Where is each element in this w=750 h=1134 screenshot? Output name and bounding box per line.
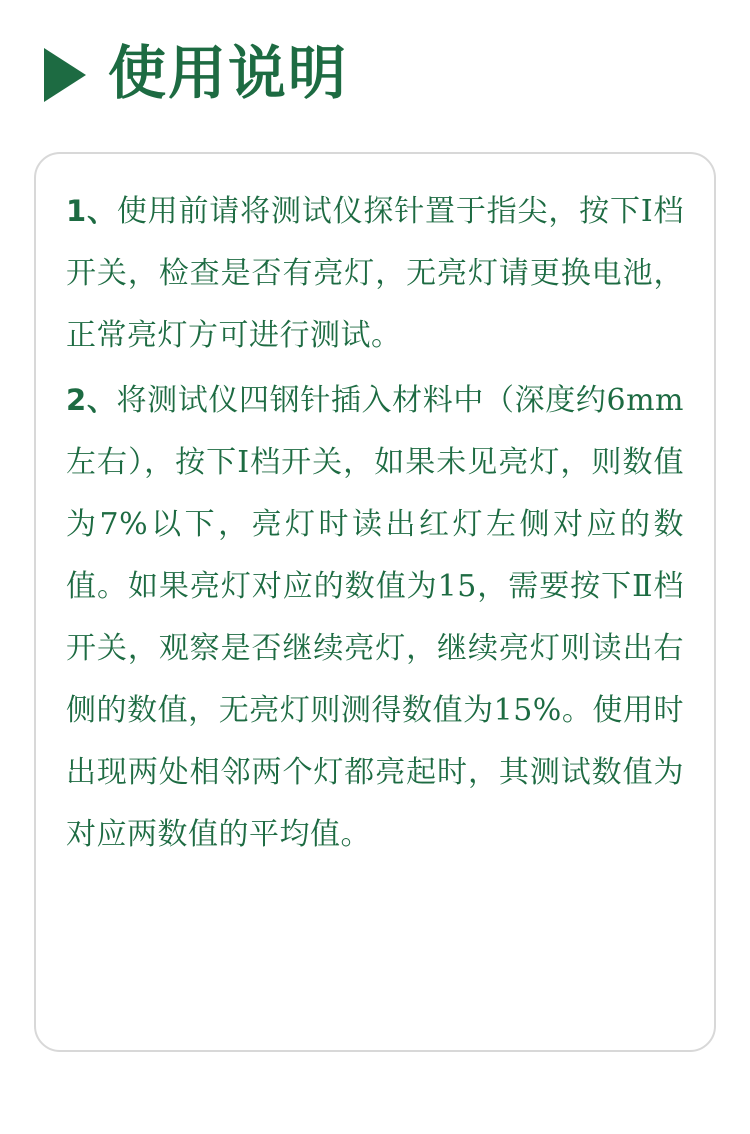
- instruction-marker-2: 2: [66, 383, 87, 417]
- instruction-item-2: [66, 369, 684, 866]
- instruction-marker-suffix-1: 、: [86, 194, 117, 228]
- instruction-text-1: 使用前请将测试仪探针置于指尖，按下Ⅰ档开关，检查是否有亮灯，无亮灯请更换电池，正常亮灯方可进行测试。: [66, 194, 684, 353]
- instructions-card: [34, 152, 716, 1052]
- page-title: 使用说明: [108, 39, 349, 107]
- instruction-marker-1: 1: [66, 194, 87, 228]
- instruction-marker-suffix-2: 、: [86, 383, 117, 417]
- instruction-item-1: [66, 180, 684, 367]
- right-triangle-icon: [44, 48, 86, 102]
- instruction-text-2: 将测试仪四钢针插入材料中（深度约6mm左右），按下Ⅰ档开关，如果未见亮灯，则数值为7%以下，亮灯时读出红灯左侧对应的数值。如果亮灯对应的数值为15，需要按下Ⅱ档开关，观察是否继续亮灯，继续亮灯则读出右侧的数值，无亮灯则测得数值为15%。使用时出现两处相邻两个灯都亮起时，其测试数值为对应两数值的平均值。: [66, 383, 684, 852]
- page-header: [0, 0, 750, 110]
